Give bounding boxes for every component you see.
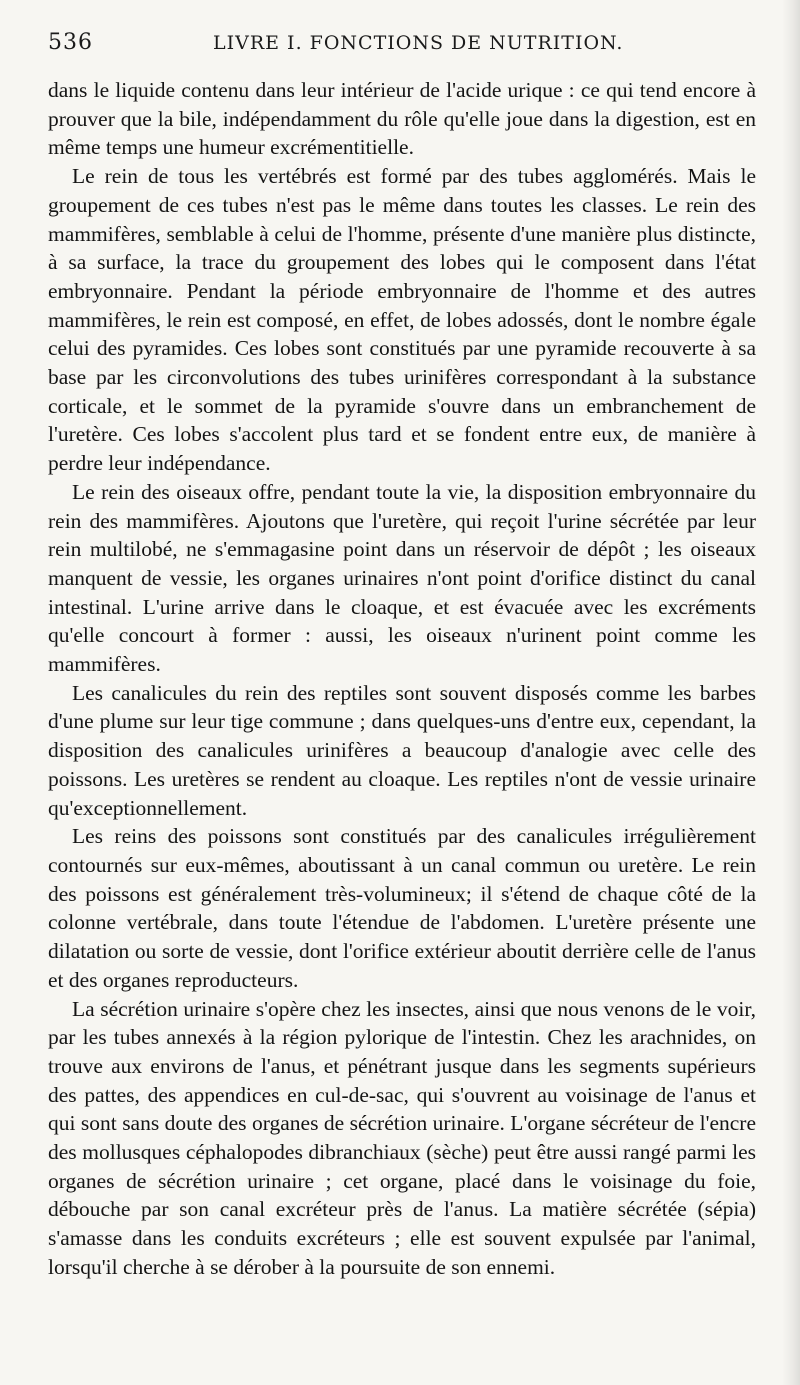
page-header (48, 30, 758, 64)
paragraph-fish-kidney: Les reins des poissons sont constitués par des canalicules irrégulièrement contournés sur eux-mêmes, aboutissant à un canal commun ou uretère. Le rein des poissons est généralement très-volumineux; il s'étend de chaque côté de la colonne vertébrale, dans toute l'étendue de l'abdomen. L'uretère présente une dilatation ou sorte de vessie, dont l'orifice extérieur aboutit derrière celle de l'anus et des organes reproducteurs. (48, 824, 756, 992)
paragraph-invertebrate-secretion: La sécrétion urinaire s'opère chez les insectes, ainsi que nous venons de le voir, par les tubes annexés à la région pylorique de l'intestin. Chez les arachnides, on trouve aux environs de l'anus, et pénétrant jusque dans les segments supérieurs des pattes, des appendices en cul-de-sac, qui s'ouvrent au voisinage de l'anus et qui sont sans doute des organes de sécrétion urinaire. L'organe sécréteur de l'encre des mollusques céphalopodes dibranchiaux (sèche) peut être aussi rangé parmi les organes de sécrétion urinaire ; cet organe, placé dans le voisinage du foie, débouche par son canal excréteur près de l'anus. La matière sécrétée (sépia) s'amasse dans les conduits excréteurs ; elle est souvent expulsée par l'animal, lorsqu'il cherche à se dérober à la poursuite de son ennemi. (48, 996, 756, 1279)
page-edge-shadow (782, 0, 800, 1385)
paragraph-bird-kidney: Le rein des oiseaux offre, pendant toute la vie, la disposition embryonnaire du rein des mammifères. Ajoutons que l'uretère, qui reçoit l'urine sécrétée par leur rein multilobé, ne s'emmagasine point dans un réservoir de dépôt ; les oiseaux manquent de vessie, les organes urinaires n'ont point d'orifice distinct du canal intestinal. L'urine arrive dans le cloaque, et est évacuée avec les excréments qu'elle concourt à former : aussi, les oiseaux n'urinent point comme les mammifères. (48, 479, 756, 677)
paragraph-continuation: dans le liquide contenu dans leur intérieur de l'acide urique : ce qui tend encore à prouver que la bile, indépendamment du rôle qu'elle joue dans la digestion, est en même temps une humeur excrémentitielle. (48, 78, 756, 160)
paragraph-vertebrate-kidney: Le rein de tous les vertébrés est formé par des tubes agglomérés. Mais le groupement de ces tubes n'est pas le même dans toutes les classes. Le rein des mammifères, semblable à celui de l'homme, présente d'une manière plus distincte, à sa surface, la trace du groupement des lobes qui le composent dans l'état embryonnaire. Pendant la période embryonnaire de l'homme et des autres mammifères, le rein est composé, en effet, de lobes adossés, dont le nombre égale celui des pyramides. Ces lobes sont constitués par une pyramide recouverte à sa base par les circonvolutions des tubes urinifères correspondant à la substance corticale, et le sommet de la pyramide s'ouvre dans un embranchement de l'uretère. Ces lobes s'accolent plus tard et se fondent entre eux, de manière à perdre leur indépendance. (48, 164, 756, 476)
paragraph-reptile-kidney: Les canalicules du rein des reptiles sont souvent disposés comme les barbes d'une plume sur leur tige commune ; dans quelques-uns d'entre eux, cependant, la disposition des canalicules urinifères a beaucoup d'analogie avec celle des poissons. Les uretères se rendent au cloaque. Les reptiles n'ont de vessie urinaire qu'exceptionnellement. (48, 680, 756, 820)
body-text (48, 76, 756, 1282)
page-number: 536 (48, 30, 93, 55)
running-head: LIVRE I. FONCTIONS DE NUTRITION. (213, 32, 624, 54)
